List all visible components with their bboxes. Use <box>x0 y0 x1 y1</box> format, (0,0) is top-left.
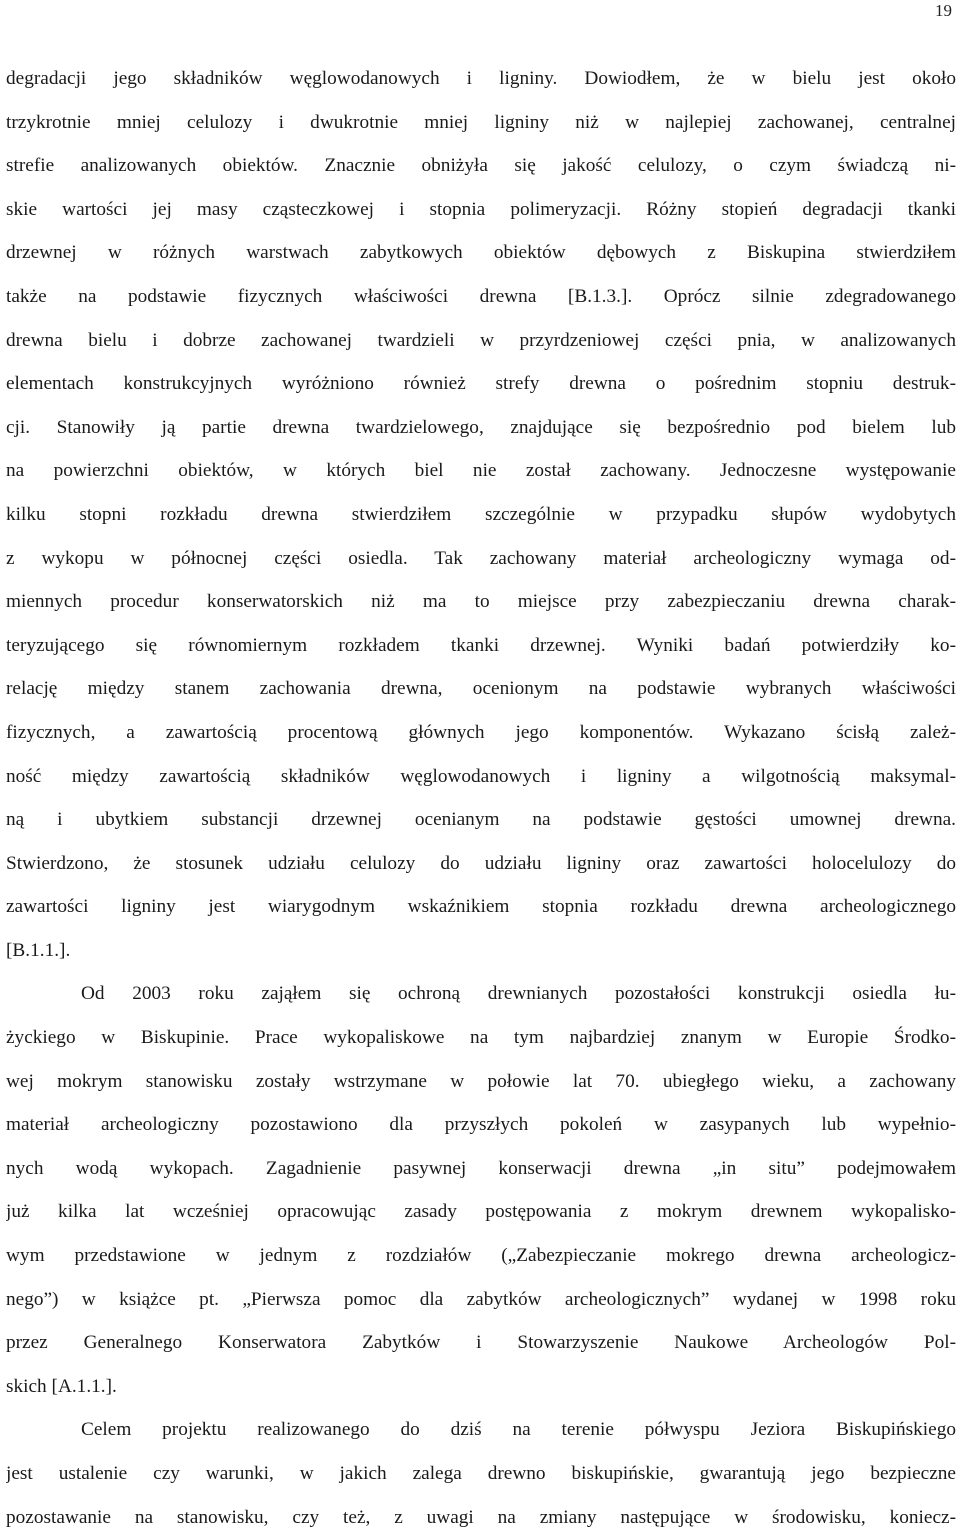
text-line: elementach konstrukcyjnych wyróżniono również strefy drewna o pośrednim stopniu destruk- <box>6 373 956 395</box>
text-line: fizycznych, a zawartością procentową głównych jego komponentów. Wykazano ścisłą zależ- <box>6 721 956 743</box>
text-line: drzewnej w różnych warstwach zabytkowych obiektów dębowych z Biskupina stwierdziłem <box>6 242 956 264</box>
text-line: życkiego w Biskupinie. Prace wykopaliskowe na tym najbardziej znanym w Europie Środko- <box>6 1027 956 1049</box>
text-line: nych wodą wykopach. Zagadnienie pasywnej konserwacji drewna „in situ” podejmowałem <box>6 1157 956 1179</box>
text-line: teryzującego się równomiernym rozkładem tkanki drzewnej. Wyniki badań potwierdziły ko- <box>6 634 956 656</box>
text-line: wym przedstawione w jednym z rozdziałów („Zabezpieczanie mokrego drewna archeologicz- <box>6 1245 956 1267</box>
page-number: 19 <box>935 1 952 20</box>
text-line: trzykrotnie mniej celulozy i dwukrotnie mniej ligniny niż w najlepiej zachowanej, centralnej <box>6 111 956 133</box>
text-line: jest ustalenie czy warunki, w jakich zalega drewno biskupińskie, gwarantują jego bezpieczne <box>6 1463 956 1484</box>
body-text <box>6 57 956 1539</box>
text-line: przez Generalnego Konserwatora Zabytków i Stowarzyszenie Naukowe Archeologów Pol- <box>6 1332 956 1354</box>
text-line: Celem projektu realizowanego do dziś na terenie półwyspu Jeziora Biskupińskiego <box>81 1419 956 1441</box>
text-line: relację między stanem zachowania drewna, ocenionym na podstawie wybranych właściwości <box>6 678 956 700</box>
text-line: degradacji jego składników węglowodanowych i ligniny. Dowiodłem, że w bielu jest około <box>6 68 956 89</box>
text-line: skich [A.1.1.]. <box>6 1375 117 1397</box>
text-line: już kilka lat wcześniej opracowując zasady postępowania z mokrym drewnem wykopalisko- <box>6 1201 956 1223</box>
text-line: z wykopu w północnej części osiedla. Tak zachowany materiał archeologiczny wymaga od- <box>6 547 956 569</box>
text-line: Stwierdzono, że stosunek udziału celulozy do udziału ligniny oraz zawartości holocelulozy do <box>6 852 956 874</box>
text-line: materiał archeologiczny pozostawiono dla przyszłych pokoleń w zasypanych lub wypełnio- <box>6 1114 956 1136</box>
text-line: strefie analizowanych obiektów. Znacznie obniżyła się jakość celulozy, o czym świadczą ni- <box>6 155 956 177</box>
text-line: [B.1.1.]. <box>6 939 71 961</box>
text-line: Od 2003 roku zająłem się ochroną drewnianych pozostałości konstrukcji osiedla łu- <box>81 983 956 1005</box>
text-line: na powierzchni obiektów, w których biel nie został zachowany. Jednoczesne występowanie <box>6 460 956 482</box>
text-line: cji. Stanowiły ją partie drewna twardzielowego, znajdujące się bezpośrednio pod bielem lub <box>6 416 956 438</box>
text-line: pozostawanie na stanowisku, czy też, z uwagi na zmiany następujące w środowisku, koniecz- <box>6 1506 956 1528</box>
text-line: zawartości ligniny jest wiarygodnym wskaźnikiem stopnia rozkładu drewna archeologicznego <box>6 896 956 918</box>
text-line: miennych procedur konserwatorskich niż ma to miejsce przy zabezpieczaniu drewna charak- <box>6 591 956 613</box>
text-line: ność między zawartością składników węglowodanowych i ligniny a wilgotnością maksymal- <box>6 765 956 787</box>
text-line: ną i ubytkiem substancji drzewnej ocenianym na podstawie gęstości umownej drewna. <box>6 809 956 831</box>
text-line: drewna bielu i dobrze zachowanej twardzieli w przyrdzeniowej części pnia, w analizowanych <box>6 329 956 351</box>
text-line: wej mokrym stanowisku zostały wstrzymane w połowie lat 70. ubiegłego wieku, a zachowany <box>6 1070 956 1092</box>
text-line: kilku stopni rozkładu drewna stwierdziłem szczególnie w przypadku słupów wydobytych <box>6 503 956 525</box>
text-line: skie wartości jej masy cząsteczkowej i stopnia polimeryzacji. Różny stopień degradacji tkanki <box>6 198 956 220</box>
text-line: także na podstawie fizycznych właściwości drewna [B.1.3.]. Oprócz silnie zdegradowanego <box>6 285 956 307</box>
text-line: nego”) w książce pt. „Pierwsza pomoc dla zabytków archeologicznych” wydanej w 1998 roku <box>6 1288 956 1310</box>
